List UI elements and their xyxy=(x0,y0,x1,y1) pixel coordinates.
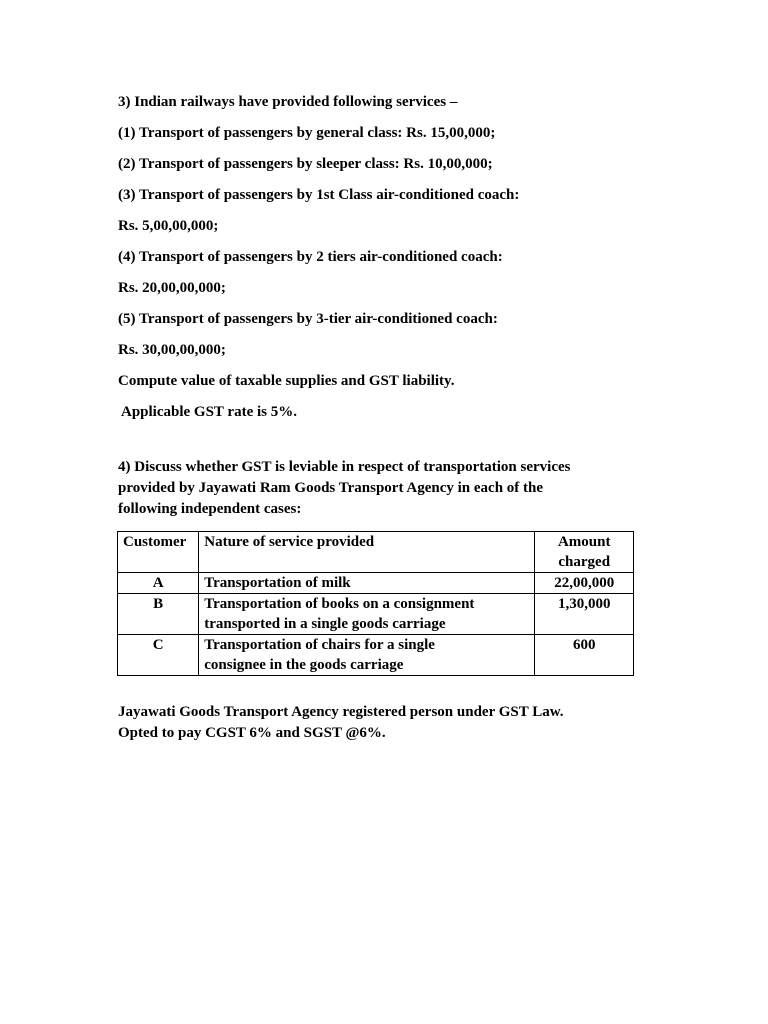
question-4 xyxy=(118,457,658,520)
q3-gst-rate: Applicable GST rate is 5%. xyxy=(121,404,297,420)
q4-text-line-1: 4) Discuss whether GST is leviable in respect of transportation services xyxy=(118,459,571,475)
row-c-customer: C xyxy=(118,635,199,676)
q4-text-line-3: following independent cases: xyxy=(118,501,302,517)
row-b-customer: B xyxy=(118,594,199,635)
table-header-row xyxy=(118,532,634,573)
q3-item-4-amount: Rs. 20,00,00,000; xyxy=(118,280,226,296)
row-b-nature-line-2: transported in a single goods carriage xyxy=(204,616,446,632)
footer-line-2: Opted to pay CGST 6% and SGST @6%. xyxy=(118,725,386,741)
footer-note xyxy=(118,702,678,744)
table-row xyxy=(118,594,634,635)
q4-text-line-2: provided by Jayawati Ram Goods Transport Agency in each of the xyxy=(118,480,544,496)
row-a-amount: 22,00,000 xyxy=(535,573,634,594)
row-b-nature xyxy=(199,594,535,635)
table-row xyxy=(118,573,634,594)
q3-item-3: (3) Transport of passengers by 1st Class air-conditioned coach: xyxy=(118,187,520,203)
header-amount-line-2: charged xyxy=(558,554,611,570)
row-b-amount: 1,30,000 xyxy=(535,594,634,635)
header-nature: Nature of service provided xyxy=(199,532,535,573)
q3-heading: 3) Indian railways have provided following services – xyxy=(118,94,458,110)
services-table xyxy=(117,531,634,676)
q3-item-1: (1) Transport of passengers by general class: Rs. 15,00,000; xyxy=(118,125,496,141)
row-a-nature: Transportation of milk xyxy=(199,573,535,594)
q3-item-5: (5) Transport of passengers by 3-tier air-conditioned coach: xyxy=(118,311,498,327)
header-amount-line-1: Amount xyxy=(557,534,611,550)
q3-instruction: Compute value of taxable supplies and GST liability. xyxy=(118,373,455,389)
row-c-nature xyxy=(199,635,535,676)
q3-item-2: (2) Transport of passengers by sleeper class: Rs. 10,00,000; xyxy=(118,156,493,172)
question-3 xyxy=(118,87,678,428)
header-customer: Customer xyxy=(118,532,199,573)
row-b-nature-line-1: Transportation of books on a consignment xyxy=(204,596,475,612)
q3-item-5-amount: Rs. 30,00,00,000; xyxy=(118,342,226,358)
row-a-customer: A xyxy=(118,573,199,594)
row-c-nature-line-2: consignee in the goods carriage xyxy=(204,657,404,673)
footer-line-1: Jayawati Goods Transport Agency registered person under GST Law. xyxy=(118,704,564,720)
q3-item-4: (4) Transport of passengers by 2 tiers air-conditioned coach: xyxy=(118,249,503,265)
table-row xyxy=(118,635,634,676)
row-c-amount: 600 xyxy=(535,635,634,676)
q3-item-3-amount: Rs. 5,00,00,000; xyxy=(118,218,219,234)
header-amount xyxy=(535,532,634,573)
row-c-nature-line-1: Transportation of chairs for a single xyxy=(204,637,435,653)
